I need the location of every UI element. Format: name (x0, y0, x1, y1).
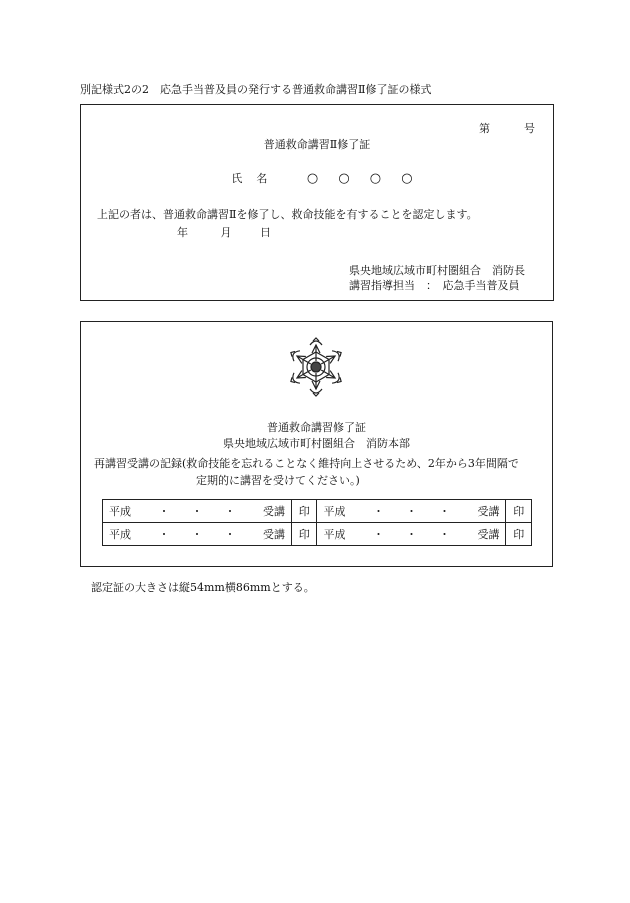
era-label: 平成 (323, 528, 346, 541)
seal-cell: 印 (292, 523, 317, 546)
date-dots: ・ ・ ・ (158, 505, 236, 518)
date-dots: ・ ・ ・ (158, 528, 236, 541)
date-dots: ・ ・ ・ (372, 505, 450, 518)
certificate-number-suffix: 号 (524, 122, 535, 135)
name-placeholder: ○ ○ ○ ○ (306, 171, 421, 186)
date-dots: ・ ・ ・ (372, 528, 450, 541)
table-row (103, 523, 532, 546)
certificate-body-text: 上記の者は、普通救命講習Ⅱを修了し、救命技能を有することを認定します。 (97, 208, 478, 221)
log-cell (317, 500, 506, 523)
card-title: 普通救命講習修了証 (267, 421, 366, 434)
attended-label: 受講 (477, 505, 500, 518)
era-label: 平成 (109, 528, 131, 541)
name-label: 氏名 (231, 172, 282, 185)
attended-label: 受講 (263, 528, 285, 541)
date-day-label: 日 (260, 226, 271, 239)
log-cell (103, 523, 292, 546)
name-row (81, 170, 553, 186)
certificate-instructor: 講習指導担当 ： 応急手当普及員 (349, 279, 520, 292)
certificate-box (80, 104, 554, 301)
seal-cell: 印 (506, 500, 532, 523)
log-cell (103, 500, 292, 523)
card-organization: 県央地域広域市町村圏組合 消防本部 (223, 437, 410, 450)
certificate-issuer: 県央地域広域市町村圏組合 消防長 (349, 264, 525, 277)
certificate-number-prefix: 第 (479, 122, 490, 135)
form-heading: 別記様式2の2 応急手当普及員の発行する普通救命講習Ⅱ修了証の様式 (80, 83, 432, 96)
date-month-label: 月 (220, 226, 232, 239)
size-note: 認定証の大きさは縦54mm横86mmとする。 (91, 581, 315, 594)
attended-label: 受講 (263, 505, 285, 518)
record-instruction-line2: 定期的に講習を受けてください。) (196, 474, 360, 487)
record-instruction-line1: 再講習受講の記録(救命技能を忘れることなく維持向上させるため、2年から3年間隔で (94, 457, 519, 470)
era-label: 平成 (109, 505, 131, 518)
table-row (103, 500, 532, 523)
seal-cell: 印 (506, 523, 532, 546)
wallet-card-box (80, 321, 553, 567)
date-year-label: 年 (177, 226, 188, 239)
era-label: 平成 (323, 505, 346, 518)
attended-label: 受講 (477, 528, 500, 541)
fire-department-emblem-icon (285, 336, 347, 398)
seal-cell: 印 (292, 500, 317, 523)
certificate-date (177, 224, 271, 240)
reattendance-log-table (102, 499, 532, 546)
certificate-title: 普通救命講習Ⅱ修了証 (263, 138, 371, 151)
log-cell (317, 523, 506, 546)
